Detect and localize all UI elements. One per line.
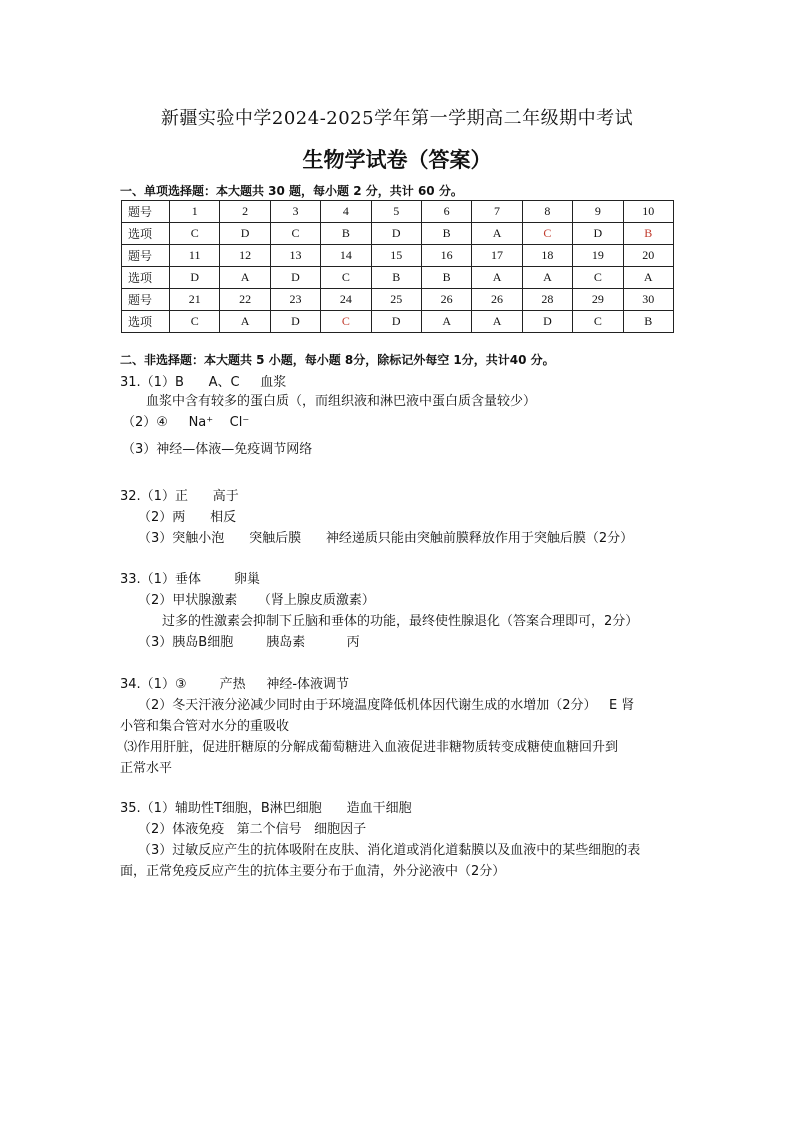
answer-choice-cell: C bbox=[170, 311, 220, 333]
answer-line-34-2: （2）冬天汗液分泌减少同时由于环境温度降低机体因代谢生成的水增加（2分） E 肾 bbox=[138, 698, 635, 713]
answer-choice-cell: B bbox=[623, 311, 673, 333]
answer-line-35-2: （2）体液免疫 第二个信号 细胞因子 bbox=[138, 822, 367, 837]
answer-choice-cell: B bbox=[421, 267, 471, 289]
answer-choice-row bbox=[122, 223, 674, 245]
question-number-cell: 2 bbox=[220, 201, 270, 223]
answer-choice-cell: A bbox=[472, 267, 522, 289]
question-number-cell: 30 bbox=[623, 289, 673, 311]
question-number-cell: 10 bbox=[623, 201, 673, 223]
answer-line-35-3b: 面，正常免疫反应产生的抗体主要分布于血清，外分泌液中（2分） bbox=[120, 864, 506, 879]
exam-school-title: 新疆实验中学2024-2025学年第一学期高二年级期中考试 bbox=[160, 108, 634, 129]
answer-choice-cell: A bbox=[220, 311, 270, 333]
row-label-answer: 选项 bbox=[122, 267, 170, 289]
question-number-row bbox=[122, 201, 674, 223]
row-label-question: 题号 bbox=[122, 289, 170, 311]
question-number-cell: 28 bbox=[522, 289, 572, 311]
answer-line-33-2b: 过多的性激素会抑制下丘脑和垂体的功能，最终使性腺退化（答案合理即可，2分） bbox=[162, 614, 639, 629]
answer-line-33-3: （3）胰岛B细胞 胰岛素 丙 bbox=[138, 635, 360, 650]
question-number-cell: 26 bbox=[421, 289, 471, 311]
answer-choice-cell: C bbox=[573, 267, 623, 289]
question-number-cell: 22 bbox=[220, 289, 270, 311]
question-number-cell: 29 bbox=[573, 289, 623, 311]
question-number-cell: 15 bbox=[371, 245, 421, 267]
answer-choice-cell: D bbox=[270, 267, 320, 289]
answer-choice-cell: C bbox=[522, 223, 572, 245]
question-number-row bbox=[122, 245, 674, 267]
answer-choice-cell: A bbox=[472, 311, 522, 333]
question-number-cell: 17 bbox=[472, 245, 522, 267]
answer-choice-cell: A bbox=[421, 311, 471, 333]
question-number-cell: 25 bbox=[371, 289, 421, 311]
question-number-cell: 9 bbox=[573, 201, 623, 223]
question-number-cell: 21 bbox=[170, 289, 220, 311]
row-label-answer: 选项 bbox=[122, 223, 170, 245]
answer-choice-cell: D bbox=[170, 267, 220, 289]
question-number-cell: 8 bbox=[522, 201, 572, 223]
question-number-cell: 18 bbox=[522, 245, 572, 267]
question-number-cell: 26 bbox=[472, 289, 522, 311]
question-number-cell: 14 bbox=[321, 245, 371, 267]
answer-line-35-1: 35.（1）辅助性T细胞，B淋巴细胞 造血干细胞 bbox=[120, 801, 412, 816]
question-number-cell: 13 bbox=[270, 245, 320, 267]
answer-table bbox=[121, 200, 674, 333]
section1-heading: 一、单项选择题：本大题共 30 题，每小题 2 分，共计 60 分。 bbox=[120, 184, 463, 198]
answer-line-32-3: （3）突触小泡 突触后膜 神经递质只能由突触前膜释放作用于突触后膜（2分） bbox=[138, 531, 634, 546]
answer-line-31-2: （2）④ Na⁺ Cl⁻ bbox=[122, 415, 250, 430]
answer-choice-cell: B bbox=[321, 223, 371, 245]
answer-line-31-3: （3）神经—体液—免疫调节网络 bbox=[122, 442, 313, 457]
question-number-cell: 5 bbox=[371, 201, 421, 223]
section2-heading: 二、非选择题：本大题共 5 小题，每小题 8分，除标记外每空 1分，共计40 分。 bbox=[120, 353, 555, 367]
question-number-cell: 6 bbox=[421, 201, 471, 223]
answer-line-34-1: 34.（1）③ 产热 神经-体液调节 bbox=[120, 677, 350, 692]
answer-choice-row bbox=[122, 267, 674, 289]
answer-line-34-3: ⑶作用肝脏，促进肝糖原的分解成葡萄糖进入血液促进非糖物质转变成糖使血糖回升到 bbox=[124, 740, 619, 755]
answer-choice-cell: B bbox=[421, 223, 471, 245]
question-number-cell: 7 bbox=[472, 201, 522, 223]
answer-choice-cell: D bbox=[573, 223, 623, 245]
question-number-cell: 20 bbox=[623, 245, 673, 267]
answer-choice-cell: B bbox=[623, 223, 673, 245]
answer-choice-cell: D bbox=[220, 223, 270, 245]
answer-choice-cell: A bbox=[623, 267, 673, 289]
answer-choice-cell: D bbox=[371, 223, 421, 245]
answer-line-33-2: （2）甲状腺激素 （肾上腺皮质激素） bbox=[138, 593, 375, 608]
answer-line-31-1b: 血浆中含有较多的蛋白质（，而组织液和淋巴液中蛋白质含量较少） bbox=[146, 394, 537, 409]
question-number-cell: 4 bbox=[321, 201, 371, 223]
answer-choice-cell: D bbox=[270, 311, 320, 333]
answer-choice-row bbox=[122, 311, 674, 333]
answer-choice-cell: C bbox=[321, 311, 371, 333]
question-number-cell: 3 bbox=[270, 201, 320, 223]
question-number-cell: 16 bbox=[421, 245, 471, 267]
answer-line-32-1: 32.（1）正 高于 bbox=[120, 489, 239, 504]
answer-choice-cell: C bbox=[573, 311, 623, 333]
answer-line-34-2b: 小管和集合管对水分的重吸收 bbox=[120, 719, 290, 734]
answer-choice-cell: B bbox=[371, 267, 421, 289]
answer-line-31-1: 31.（1）B A、C 血浆 bbox=[120, 375, 287, 390]
question-number-cell: 12 bbox=[220, 245, 270, 267]
answer-choice-cell: D bbox=[522, 311, 572, 333]
question-number-cell: 11 bbox=[170, 245, 220, 267]
answer-choice-cell: C bbox=[321, 267, 371, 289]
row-label-question: 题号 bbox=[122, 245, 170, 267]
question-number-cell: 19 bbox=[573, 245, 623, 267]
row-label-answer: 选项 bbox=[122, 311, 170, 333]
answer-line-33-1: 33.（1）垂体 卵巢 bbox=[120, 572, 261, 587]
question-number-cell: 24 bbox=[321, 289, 371, 311]
answer-choice-cell: C bbox=[170, 223, 220, 245]
question-number-row bbox=[122, 289, 674, 311]
answer-choice-cell: A bbox=[472, 223, 522, 245]
answer-line-34-3b: 正常水平 bbox=[120, 761, 173, 776]
row-label-question: 题号 bbox=[122, 201, 170, 223]
answer-choice-cell: D bbox=[371, 311, 421, 333]
question-number-cell: 23 bbox=[270, 289, 320, 311]
answer-line-32-2: （2）两 相反 bbox=[138, 510, 237, 525]
answer-sheet-title: 生物学试卷（答案） bbox=[302, 148, 492, 172]
answer-choice-cell: A bbox=[522, 267, 572, 289]
answer-choice-cell: C bbox=[270, 223, 320, 245]
answer-choice-cell: A bbox=[220, 267, 270, 289]
answer-line-35-3: （3）过敏反应产生的抗体吸附在皮肤、消化道或消化道黏膜以及血液中的某些细胞的表 bbox=[138, 843, 641, 858]
question-number-cell: 1 bbox=[170, 201, 220, 223]
